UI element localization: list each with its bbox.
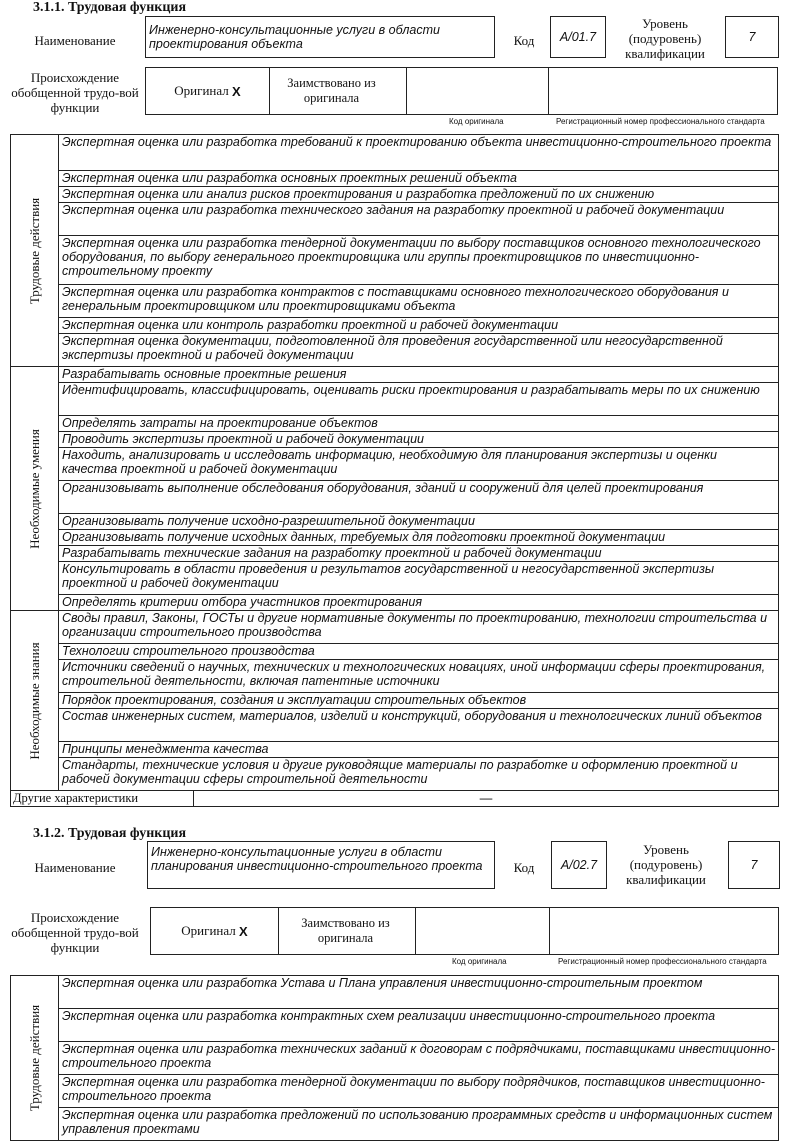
list-item: Экспертная оценка документации, подготовленной для проведения государственной или негосударственной экспертизы проектной и рабочей документации	[59, 334, 779, 367]
list-item: Определять затраты на проектирование объектов	[59, 416, 779, 432]
section-title: 3.1.1. Трудовая функция	[33, 0, 187, 15]
name-value: Инженерно-консультационные услуги в области проектирования объекта	[145, 16, 495, 58]
labor-actions-label-cell	[11, 976, 59, 1141]
level-value: 7	[725, 16, 779, 58]
original-label: Оригинал	[174, 83, 229, 98]
list-item: Находить, анализировать и исследовать информацию, необходимую для планирования экспертизы и оценки качества проектной и рабочей документации	[59, 448, 779, 481]
list-item: Определять критерии отбора участников проектирования	[59, 595, 779, 611]
list-item: Экспертная оценка или разработка технических заданий к договорам с подрядчиками, поставщиками инвестиционно-строительного проекта	[59, 1042, 779, 1075]
labor-actions-label: Трудовые действия	[26, 1004, 42, 1112]
list-item: Экспертная оценка или разработка технического задания на разработку проектной и рабочей документации	[59, 203, 779, 236]
knowledge-label-cell	[11, 611, 59, 791]
name-label: Наименование	[34, 33, 116, 48]
reg-number-caption: Регистрационный номер профессионального стандарта	[558, 957, 767, 966]
list-item: Организовывать получение исходных данных, требуемых для подготовки проектной документации	[59, 530, 779, 546]
list-item: Разрабатывать основные проектные решения	[59, 367, 779, 383]
list-item: Экспертная оценка или разработка Устава и Плана управления инвестиционно-строительным проектом	[59, 976, 779, 1009]
name-label: Наименование	[34, 860, 116, 875]
reg-number-caption: Регистрационный номер профессионального стандарта	[556, 117, 765, 126]
section-title: 3.1.2. Трудовая функция	[33, 826, 187, 841]
list-item: Организовывать получение исходно-разрешительной документации	[59, 514, 779, 530]
list-item: Консультировать в области проведения и результатов государственной и негосударственной экспертизы проектной и рабочей документации	[59, 562, 779, 595]
list-item: Экспертная оценка или разработка тендерной документации по выбору поставщиков основного технологического оборудования, по выбору генерального проектировщика или группы проектировщиков по инвестиционно-строительному проекту	[59, 236, 779, 285]
origin-label: Происхождение обобщенной трудо-вой функции	[11, 70, 139, 115]
knowledge-label: Необходимые знания	[26, 641, 42, 760]
function-table-1	[10, 134, 779, 807]
name-value: Инженерно-консультационные услуги в области планирования инвестиционно-строительного проекта	[147, 841, 495, 889]
other-characteristics-label: Другие характеристики	[11, 791, 194, 807]
list-item: Своды правил, Законы, ГОСТы и другие нормативные документы по проектированию, технологии строительства и организации строительного производства	[59, 611, 779, 644]
level-value: 7	[728, 841, 780, 889]
list-item: Экспертная оценка или анализ рисков проектирования и разработка предложений по их снижению	[59, 187, 779, 203]
list-item: Состав инженерных систем, материалов, изделий и конструкций, оборудования и технологических линий объектов	[59, 709, 779, 742]
original-x-mark: X	[232, 83, 241, 99]
code-value: A/02.7	[551, 841, 607, 889]
code-original-caption: Код оригинала	[452, 957, 507, 966]
origin-box	[150, 907, 779, 955]
list-item: Организовывать выполнение обследования оборудования, зданий и сооружений для целей проектирования	[59, 481, 779, 514]
code-value: A/01.7	[550, 16, 606, 58]
list-item: Экспертная оценка или разработка предложений по использованию программных средств и информационных систем управления проектами	[59, 1108, 779, 1141]
list-item: Экспертная оценка или разработка основных проектных решений объекта	[59, 171, 779, 187]
origin-label: Происхождение обобщенной трудо-вой функции	[11, 910, 139, 955]
list-item: Экспертная оценка или разработка требований к проектированию объекта инвестиционно-строительного проекта	[59, 135, 779, 171]
level-label: Уровень (подуровень) квалификации	[625, 16, 705, 61]
list-item: Идентифицировать, классифицировать, оценивать риски проектирования и разрабатывать меры по их снижению	[59, 383, 779, 416]
other-characteristics-value: —	[194, 791, 779, 807]
skills-label: Необходимые умения	[26, 428, 42, 549]
list-item: Экспертная оценка или контроль разработки проектной и рабочей документации	[59, 318, 779, 334]
list-item: Источники сведений о научных, технических и технологических новациях, иной информации сферы проектирования, строительной деятельности, включая патентные источники	[59, 660, 779, 693]
labor-actions-label: Трудовые действия	[26, 197, 42, 304]
list-item: Экспертная оценка или разработка контрактов с поставщиками основного технологического оборудования и генеральным проектировщиком или проектировщиками объекта	[59, 285, 779, 318]
function-table-2	[10, 975, 779, 1141]
borrowed-label: Заимствовано из оригинала	[301, 916, 390, 945]
list-item: Стандарты, технические условия и другие руководящие материалы по разработке и оформлению проектной и рабочей документации сферы строительной деятельности	[59, 758, 779, 791]
list-item: Экспертная оценка или разработка контрактных схем реализации инвестиционно-строительного проекта	[59, 1009, 779, 1042]
list-item: Проводить экспертизы проектной и рабочей документации	[59, 432, 779, 448]
level-label: Уровень (подуровень) квалификации	[626, 842, 706, 887]
list-item: Порядок проектирования, создания и эксплуатации строительных объектов	[59, 693, 779, 709]
original-label: Оригинал	[181, 923, 236, 938]
code-original-caption: Код оригинала	[449, 117, 504, 126]
labor-actions-label-cell	[11, 135, 59, 367]
origin-box	[145, 67, 778, 115]
list-item: Разрабатывать технические задания на разработку проектной и рабочей документации	[59, 546, 779, 562]
original-x-mark: X	[239, 923, 248, 939]
code-label: Код	[513, 860, 535, 875]
original-cell	[146, 68, 270, 114]
code-label: Код	[513, 33, 535, 48]
borrowed-label: Заимствовано из оригинала	[287, 76, 376, 105]
original-cell	[151, 908, 279, 954]
list-item: Принципы менеджмента качества	[59, 742, 779, 758]
list-item: Экспертная оценка или разработка тендерной документации по выбору подрядчиков, поставщиков инвестиционно-строительного проекта	[59, 1075, 779, 1108]
list-item: Технологии строительного производства	[59, 644, 779, 660]
skills-label-cell	[11, 367, 59, 611]
